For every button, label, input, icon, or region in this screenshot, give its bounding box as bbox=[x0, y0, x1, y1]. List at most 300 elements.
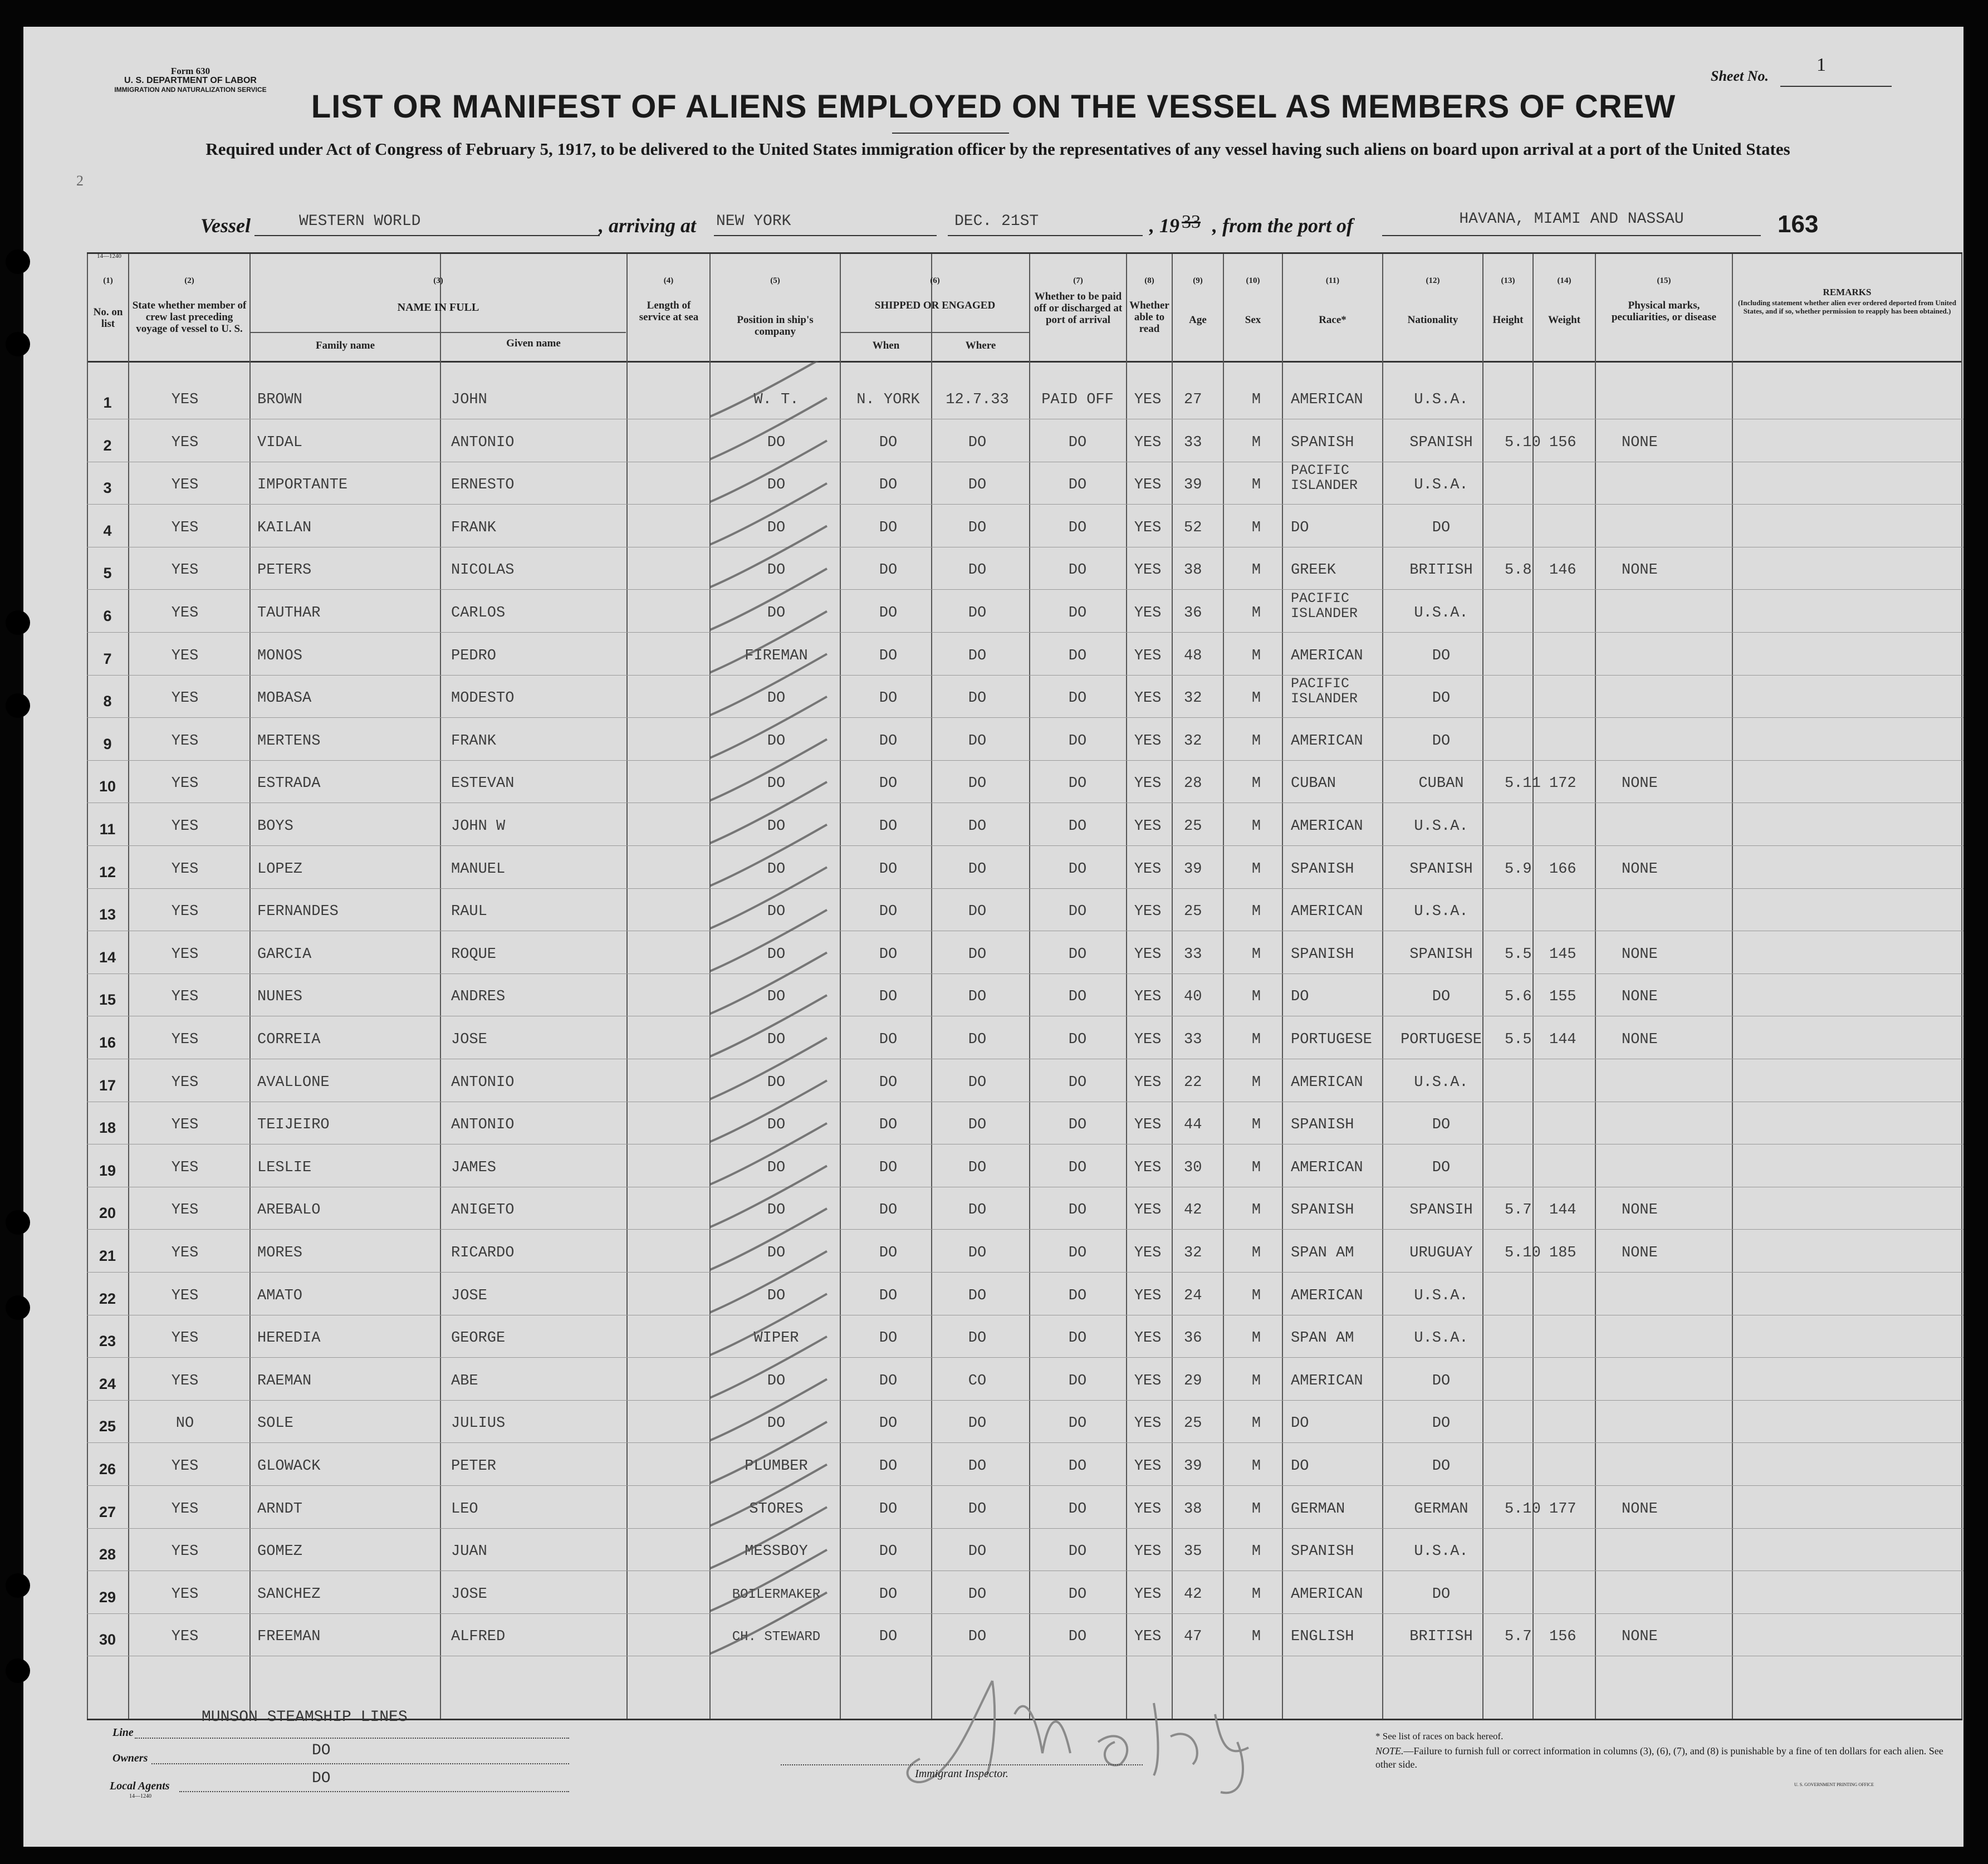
page-title: LIST OR MANIFEST OF ALIENS EMPLOYED ON THE VESSEL AS MEMBERS OF CREW bbox=[311, 89, 1676, 125]
prev-voyage-cell: YES bbox=[171, 860, 199, 878]
header-bottom-border bbox=[87, 361, 1962, 363]
margin-mark: 2 bbox=[76, 173, 84, 189]
prev-voyage-cell: YES bbox=[171, 1117, 199, 1134]
col2-number: (2) bbox=[184, 276, 194, 285]
position-cell: DO bbox=[767, 1031, 786, 1048]
weight-cell: 156 bbox=[1549, 1628, 1576, 1646]
given-name-cell: ERNESTO bbox=[451, 477, 515, 494]
weight-cell: 146 bbox=[1549, 562, 1576, 579]
col-line bbox=[1961, 254, 1962, 1719]
nationality-cell: U.S.A. bbox=[1414, 392, 1468, 408]
owners-underline bbox=[151, 1763, 569, 1764]
height-cell: 5.7 bbox=[1505, 1628, 1532, 1646]
prev-voyage-cell: YES bbox=[171, 1628, 199, 1646]
position-cell: DO bbox=[767, 1202, 786, 1219]
shipped-when-cell: DO bbox=[879, 1543, 898, 1560]
sex-cell: M bbox=[1251, 903, 1261, 921]
remarks-header: REMARKS bbox=[1823, 287, 1872, 297]
paid-off-cell: DO bbox=[1068, 1543, 1087, 1560]
shipped-when-cell: DO bbox=[879, 690, 898, 707]
row-number: 11 bbox=[99, 821, 116, 838]
row-number: 30 bbox=[99, 1631, 116, 1648]
age-cell: 25 bbox=[1184, 1415, 1202, 1432]
prev-voyage-cell: YES bbox=[171, 647, 199, 664]
col7-number: (7) bbox=[1073, 276, 1083, 285]
age-cell: 32 bbox=[1184, 732, 1202, 750]
shipped-when-cell: DO bbox=[879, 1586, 898, 1603]
given-name-header: Given name bbox=[506, 337, 561, 349]
paid-off-cell: DO bbox=[1068, 732, 1087, 750]
agents-code: 14—1240 bbox=[129, 1793, 151, 1799]
shipped-where-cell: DO bbox=[968, 732, 987, 750]
height-cell: 5.6 bbox=[1505, 989, 1532, 1006]
prev-voyage-cell: YES bbox=[171, 434, 199, 451]
family-name-header: Family name bbox=[315, 340, 375, 351]
col11-header: Race* bbox=[1319, 314, 1346, 326]
paid-off-cell: DO bbox=[1068, 818, 1087, 835]
paid-off-cell: DO bbox=[1068, 1202, 1087, 1219]
page-number: 163 bbox=[1778, 211, 1819, 238]
row-number: 29 bbox=[99, 1588, 116, 1606]
paid-off-cell: DO bbox=[1068, 690, 1087, 707]
shipped-where-cell: DO bbox=[968, 903, 987, 921]
age-cell: 42 bbox=[1184, 1202, 1202, 1219]
race-cell: AMERICAN bbox=[1291, 732, 1363, 750]
shipped-where-cell: DO bbox=[968, 1245, 987, 1261]
col9-header: Age bbox=[1189, 314, 1207, 326]
physical-marks-cell: NONE bbox=[1622, 860, 1658, 878]
family-name-cell: MOBASA bbox=[257, 690, 312, 707]
family-name-cell: ESTRADA bbox=[257, 775, 321, 792]
agents-underline bbox=[179, 1791, 569, 1792]
row-divider bbox=[87, 973, 1963, 974]
col5-number: (5) bbox=[770, 276, 780, 285]
age-cell: 33 bbox=[1184, 946, 1202, 963]
shipped-when-cell: DO bbox=[879, 1415, 898, 1432]
prev-voyage-cell: YES bbox=[171, 392, 199, 408]
sex-cell: M bbox=[1251, 1159, 1261, 1176]
height-cell: 5.7 bbox=[1505, 1202, 1532, 1219]
row-divider bbox=[87, 675, 1963, 676]
position-cell: DO bbox=[767, 775, 786, 792]
race-cell: PACIFIC ISLANDER bbox=[1291, 590, 1358, 622]
agents-value: DO bbox=[312, 1770, 331, 1787]
race-cell: CUBAN bbox=[1291, 775, 1336, 792]
physical-marks-cell: NONE bbox=[1622, 434, 1658, 451]
position-cell: DO bbox=[767, 1415, 786, 1432]
age-cell: 38 bbox=[1184, 1500, 1202, 1518]
sex-cell: M bbox=[1251, 519, 1261, 536]
prev-voyage-cell: YES bbox=[171, 1330, 199, 1347]
given-name-cell: JOSE bbox=[451, 1287, 487, 1304]
shipped-when-cell: DO bbox=[879, 1202, 898, 1219]
col15-header: Physical marks, peculiarities, or disease bbox=[1611, 300, 1717, 323]
prev-voyage-cell: YES bbox=[171, 818, 199, 835]
prev-voyage-cell: YES bbox=[171, 562, 199, 579]
col-line bbox=[1595, 254, 1596, 1719]
given-name-cell: GEORGE bbox=[451, 1330, 506, 1347]
paid-off-cell: DO bbox=[1068, 1628, 1087, 1646]
given-name-cell: FRANK bbox=[451, 519, 497, 536]
race-cell: AMERICAN bbox=[1291, 1159, 1363, 1176]
nationality-cell: U.S.A. bbox=[1414, 903, 1468, 921]
row-number: 3 bbox=[103, 480, 112, 497]
age-cell: 42 bbox=[1184, 1586, 1202, 1603]
shipped-where-cell: DO bbox=[968, 1159, 987, 1176]
age-cell: 35 bbox=[1184, 1543, 1202, 1560]
col-line bbox=[87, 254, 88, 1719]
row-number: 27 bbox=[99, 1503, 116, 1520]
race-cell: DO bbox=[1291, 989, 1309, 1006]
height-cell: 5.10 bbox=[1505, 434, 1541, 451]
position-cell: DO bbox=[767, 1287, 786, 1304]
row-divider bbox=[87, 1357, 1963, 1358]
nationality-cell: DO bbox=[1432, 1372, 1451, 1390]
race-cell: AMERICAN bbox=[1291, 903, 1363, 921]
position-cell: DO bbox=[767, 732, 786, 750]
given-name-cell: ANTONIO bbox=[451, 434, 515, 451]
inspector-underline bbox=[781, 1764, 1143, 1765]
able-to-read-cell: YES bbox=[1134, 1159, 1162, 1176]
shipped-when-cell: DO bbox=[879, 818, 898, 835]
family-name-cell: MERTENS bbox=[257, 732, 321, 750]
race-cell: AMERICAN bbox=[1291, 1287, 1363, 1304]
year-prefix: , 19 bbox=[1149, 214, 1179, 237]
height-cell: 5.8 bbox=[1505, 562, 1532, 579]
able-to-read-cell: YES bbox=[1134, 1202, 1162, 1219]
age-cell: 29 bbox=[1184, 1372, 1202, 1390]
col11-number: (11) bbox=[1325, 276, 1340, 285]
age-cell: 36 bbox=[1184, 1330, 1202, 1347]
sex-cell: M bbox=[1251, 1330, 1261, 1347]
position-cell: DO bbox=[767, 860, 786, 878]
family-name-cell: HEREDIA bbox=[257, 1330, 321, 1347]
row-number: 10 bbox=[99, 778, 116, 795]
sex-cell: M bbox=[1251, 1031, 1261, 1048]
shipped-when-cell: DO bbox=[879, 434, 898, 451]
from-underline bbox=[1382, 235, 1761, 236]
row-number: 8 bbox=[103, 693, 112, 710]
prev-voyage-cell: YES bbox=[171, 903, 199, 921]
paid-off-cell: PAID OFF bbox=[1041, 392, 1114, 408]
col13-header: Height bbox=[1492, 314, 1524, 326]
age-cell: 32 bbox=[1184, 1245, 1202, 1261]
col8-header: Whether able to read bbox=[1129, 300, 1169, 335]
row-number: 2 bbox=[103, 437, 112, 454]
position-cell: DO bbox=[767, 434, 786, 451]
col-line bbox=[1532, 254, 1534, 1719]
position-cell: STORES bbox=[749, 1500, 804, 1518]
arriving-underline bbox=[714, 235, 937, 236]
row-divider bbox=[87, 717, 1963, 718]
paid-off-cell: DO bbox=[1068, 1586, 1087, 1603]
able-to-read-cell: YES bbox=[1134, 1500, 1162, 1518]
sex-cell: M bbox=[1251, 1628, 1261, 1646]
family-name-cell: LOPEZ bbox=[257, 860, 303, 878]
race-cell: AMERICAN bbox=[1291, 1372, 1363, 1390]
from-label: , from the port of bbox=[1212, 214, 1354, 237]
given-name-cell: ESTEVAN bbox=[451, 775, 515, 792]
position-cell: DO bbox=[767, 818, 786, 835]
col-line bbox=[931, 254, 932, 1719]
able-to-read-cell: YES bbox=[1134, 519, 1162, 536]
shipped-when-cell: DO bbox=[879, 775, 898, 792]
nationality-cell: DO bbox=[1432, 1117, 1451, 1134]
able-to-read-cell: YES bbox=[1134, 647, 1162, 664]
nationality-cell: BRITISH bbox=[1409, 562, 1473, 579]
able-to-read-cell: YES bbox=[1134, 690, 1162, 707]
able-to-read-cell: YES bbox=[1134, 1458, 1162, 1475]
title-underline bbox=[892, 133, 1009, 134]
punch-hole bbox=[6, 693, 30, 718]
agents-label: Local Agents bbox=[110, 1780, 170, 1792]
race-cell: SPANISH bbox=[1291, 946, 1354, 963]
shipped-where-cell: DO bbox=[968, 1330, 987, 1347]
prev-voyage-cell: YES bbox=[171, 1074, 199, 1091]
race-cell: DO bbox=[1291, 519, 1309, 536]
age-cell: 52 bbox=[1184, 519, 1202, 536]
family-name-cell: LESLIE bbox=[257, 1159, 312, 1176]
line-value: MUNSON STEAMSHIP LINES bbox=[202, 1709, 408, 1726]
race-cell: SPANISH bbox=[1291, 860, 1354, 878]
sex-cell: M bbox=[1251, 775, 1261, 792]
col7-header: Whether to be paid off or discharged at port of arrival bbox=[1034, 291, 1123, 326]
race-cell: SPANISH bbox=[1291, 1202, 1354, 1219]
family-name-cell: VIDAL bbox=[257, 434, 303, 451]
nationality-cell: SPANSIH bbox=[1409, 1202, 1473, 1219]
page-subtitle: Required under Act of Congress of February 5, 1917, to be delivered to the United States immigration officer by the representatives of any vessel having such aliens on board upon arrival at a port of the United States bbox=[205, 139, 1790, 159]
paid-off-cell: DO bbox=[1068, 1074, 1087, 1091]
given-name-cell: JOSE bbox=[451, 1586, 487, 1603]
weight-cell: 156 bbox=[1549, 434, 1576, 451]
race-cell: AMERICAN bbox=[1291, 647, 1363, 664]
able-to-read-cell: YES bbox=[1134, 392, 1162, 408]
shipped-where-cell: DO bbox=[968, 860, 987, 878]
row-number: 26 bbox=[99, 1461, 116, 1477]
sex-cell: M bbox=[1251, 392, 1261, 408]
paid-off-cell: DO bbox=[1068, 477, 1087, 494]
family-name-cell: GLOWACK bbox=[257, 1458, 321, 1475]
age-cell: 30 bbox=[1184, 1159, 1202, 1176]
row-number: 20 bbox=[99, 1205, 116, 1222]
position-cell: MESSBOY bbox=[745, 1543, 808, 1560]
col-line bbox=[1482, 254, 1483, 1719]
nationality-cell: U.S.A. bbox=[1414, 818, 1468, 835]
nationality-cell: CUBAN bbox=[1418, 775, 1464, 792]
shipped-where-cell: DO bbox=[968, 775, 987, 792]
prev-voyage-cell: YES bbox=[171, 1287, 199, 1304]
physical-marks-cell: NONE bbox=[1622, 989, 1658, 1006]
owners-label: Owners bbox=[112, 1752, 148, 1764]
family-name-cell: CORREIA bbox=[257, 1031, 321, 1048]
given-name-cell: RICARDO bbox=[451, 1245, 515, 1261]
race-cell: AMERICAN bbox=[1291, 392, 1363, 408]
family-name-cell: TEIJEIRO bbox=[257, 1117, 330, 1134]
paid-off-cell: DO bbox=[1068, 860, 1087, 878]
position-cell: CH. STEWARD bbox=[732, 1630, 821, 1645]
physical-marks-cell: NONE bbox=[1622, 1245, 1658, 1261]
age-cell: 32 bbox=[1184, 690, 1202, 707]
family-name-cell: MORES bbox=[257, 1245, 303, 1261]
prev-voyage-cell: YES bbox=[171, 1586, 199, 1603]
physical-marks-cell: NONE bbox=[1622, 946, 1658, 963]
nationality-cell: DO bbox=[1432, 1458, 1451, 1475]
line-underline bbox=[135, 1738, 569, 1739]
shipped-when-cell: DO bbox=[879, 946, 898, 963]
sex-cell: M bbox=[1251, 946, 1261, 963]
given-name-cell: JOHN W bbox=[451, 818, 506, 835]
given-name-cell: CARLOS bbox=[451, 605, 506, 622]
row-number: 21 bbox=[99, 1247, 116, 1264]
position-cell: W. T. bbox=[753, 392, 799, 408]
paid-off-cell: DO bbox=[1068, 605, 1087, 622]
paid-off-cell: DO bbox=[1068, 434, 1087, 451]
vessel-name: WESTERN WORLD bbox=[299, 213, 421, 230]
arrival-year: 33 bbox=[1182, 212, 1201, 232]
prev-voyage-cell: YES bbox=[171, 690, 199, 707]
row-number: 6 bbox=[103, 608, 112, 624]
col2-header: State whether member of crew last preceding voyage of vessel to U. S. bbox=[132, 300, 247, 335]
prev-voyage-cell: YES bbox=[171, 605, 199, 622]
race-cell: GERMAN bbox=[1291, 1500, 1345, 1518]
shipped-where-cell: DO bbox=[968, 1202, 987, 1219]
col-line bbox=[1172, 254, 1173, 1719]
sex-cell: M bbox=[1251, 1202, 1261, 1219]
able-to-read-cell: YES bbox=[1134, 860, 1162, 878]
sex-cell: M bbox=[1251, 818, 1261, 835]
shipped-where-cell: DO bbox=[968, 1117, 987, 1134]
col12-header: Nationality bbox=[1407, 314, 1458, 326]
position-cell: PLUMBER bbox=[745, 1458, 808, 1475]
prev-voyage-cell: YES bbox=[171, 989, 199, 1006]
sex-cell: M bbox=[1251, 732, 1261, 750]
able-to-read-cell: YES bbox=[1134, 605, 1162, 622]
physical-marks-cell: NONE bbox=[1622, 1628, 1658, 1646]
row-number: 15 bbox=[99, 991, 116, 1009]
given-name-cell: LEO bbox=[451, 1500, 478, 1518]
when-header: When bbox=[872, 340, 900, 351]
paid-off-cell: DO bbox=[1068, 989, 1087, 1006]
physical-marks-cell: NONE bbox=[1622, 562, 1658, 579]
age-cell: 27 bbox=[1184, 392, 1202, 408]
sheet-label: Sheet No. bbox=[1711, 68, 1769, 84]
able-to-read-cell: YES bbox=[1134, 732, 1162, 750]
physical-marks-cell: NONE bbox=[1622, 1202, 1658, 1219]
position-cell: DO bbox=[767, 1117, 786, 1134]
family-name-cell: SOLE bbox=[257, 1415, 293, 1432]
sex-cell: M bbox=[1251, 1245, 1261, 1261]
prev-voyage-cell: YES bbox=[171, 1159, 199, 1176]
nationality-cell: U.S.A. bbox=[1414, 605, 1468, 622]
col-line bbox=[1282, 254, 1283, 1719]
weight-cell: 185 bbox=[1549, 1245, 1576, 1261]
prev-voyage-cell: YES bbox=[171, 1031, 199, 1048]
family-name-cell: TAUTHAR bbox=[257, 605, 321, 622]
position-cell: DO bbox=[767, 903, 786, 921]
weight-cell: 166 bbox=[1549, 860, 1576, 878]
shipped-when-cell: DO bbox=[879, 732, 898, 750]
given-name-cell: PEDRO bbox=[451, 647, 497, 664]
age-cell: 25 bbox=[1184, 903, 1202, 921]
shipped-where-cell: DO bbox=[968, 690, 987, 707]
row-divider bbox=[87, 589, 1963, 590]
col14-header: Weight bbox=[1548, 314, 1581, 326]
paid-off-cell: DO bbox=[1068, 903, 1087, 921]
where-header: Where bbox=[965, 340, 996, 351]
shipped-when-cell: DO bbox=[879, 1159, 898, 1176]
col10-number: (10) bbox=[1246, 276, 1260, 285]
shipped-where-cell: DO bbox=[968, 562, 987, 579]
race-cell: SPANISH bbox=[1291, 1117, 1354, 1134]
shipped-when-cell: DO bbox=[879, 860, 898, 878]
height-cell: 5.10 bbox=[1505, 1500, 1541, 1518]
prev-voyage-cell: YES bbox=[171, 1372, 199, 1390]
position-cell: WIPER bbox=[753, 1330, 799, 1347]
row-number: 28 bbox=[99, 1546, 116, 1563]
printer-mark: U. S. GOVERNMENT PRINTING OFFICE bbox=[1794, 1782, 1874, 1787]
given-name-cell: ANTONIO bbox=[451, 1074, 515, 1091]
prev-voyage-cell: YES bbox=[171, 1543, 199, 1560]
col6-header: SHIPPED OR ENGAGED bbox=[874, 300, 996, 311]
position-cell: DO bbox=[767, 1372, 786, 1390]
punch-hole bbox=[6, 1295, 30, 1320]
able-to-read-cell: YES bbox=[1134, 477, 1162, 494]
row-divider bbox=[87, 632, 1963, 633]
given-name-cell: ALFRED bbox=[451, 1628, 506, 1646]
sex-cell: M bbox=[1251, 1074, 1261, 1091]
punch-hole bbox=[6, 1210, 30, 1235]
given-name-cell: ANTONIO bbox=[451, 1117, 515, 1134]
punch-hole bbox=[6, 1658, 30, 1683]
position-cell: DO bbox=[767, 1159, 786, 1176]
row-number: 12 bbox=[99, 863, 116, 880]
height-cell: 5.11 bbox=[1505, 775, 1541, 792]
row-number: 13 bbox=[99, 906, 116, 923]
able-to-read-cell: YES bbox=[1134, 1372, 1162, 1390]
position-cell: DO bbox=[767, 989, 786, 1006]
shipped-where-cell: DO bbox=[968, 946, 987, 963]
weight-cell: 155 bbox=[1549, 989, 1576, 1006]
weight-cell: 144 bbox=[1549, 1031, 1576, 1048]
race-cell: SPAN AM bbox=[1291, 1245, 1354, 1261]
shipped-when-cell: DO bbox=[879, 1074, 898, 1091]
row-number: 22 bbox=[99, 1290, 116, 1307]
paid-off-cell: DO bbox=[1068, 1031, 1087, 1048]
weight-cell: 172 bbox=[1549, 775, 1576, 792]
given-name-cell: MANUEL bbox=[451, 860, 506, 878]
row-number: 25 bbox=[99, 1418, 116, 1435]
row-number: 17 bbox=[99, 1077, 116, 1094]
shipped-where-cell: DO bbox=[968, 477, 987, 494]
able-to-read-cell: YES bbox=[1134, 946, 1162, 963]
inspector-label: Immigrant Inspector. bbox=[915, 1768, 1008, 1780]
family-name-cell: FREEMAN bbox=[257, 1628, 321, 1646]
sex-cell: M bbox=[1251, 1543, 1261, 1560]
punch-hole bbox=[6, 610, 30, 635]
punch-hole bbox=[6, 249, 30, 274]
paid-off-cell: DO bbox=[1068, 1415, 1087, 1432]
prev-voyage-cell: YES bbox=[171, 775, 199, 792]
remarks-subheader: (Including statement whether alien ever ordered deported from United States, and if so, whether permission to reapply has been obtained.) bbox=[1738, 299, 1956, 315]
shipped-when-cell: DO bbox=[879, 1500, 898, 1518]
nationality-cell: SPANISH bbox=[1409, 946, 1473, 963]
sex-cell: M bbox=[1251, 1287, 1261, 1304]
row-number: 16 bbox=[99, 1034, 116, 1051]
col15-number: (15) bbox=[1657, 276, 1671, 285]
shipped-when-cell: DO bbox=[879, 647, 898, 664]
paid-off-cell: DO bbox=[1068, 519, 1087, 536]
shipped-where-cell: DO bbox=[968, 1628, 987, 1646]
